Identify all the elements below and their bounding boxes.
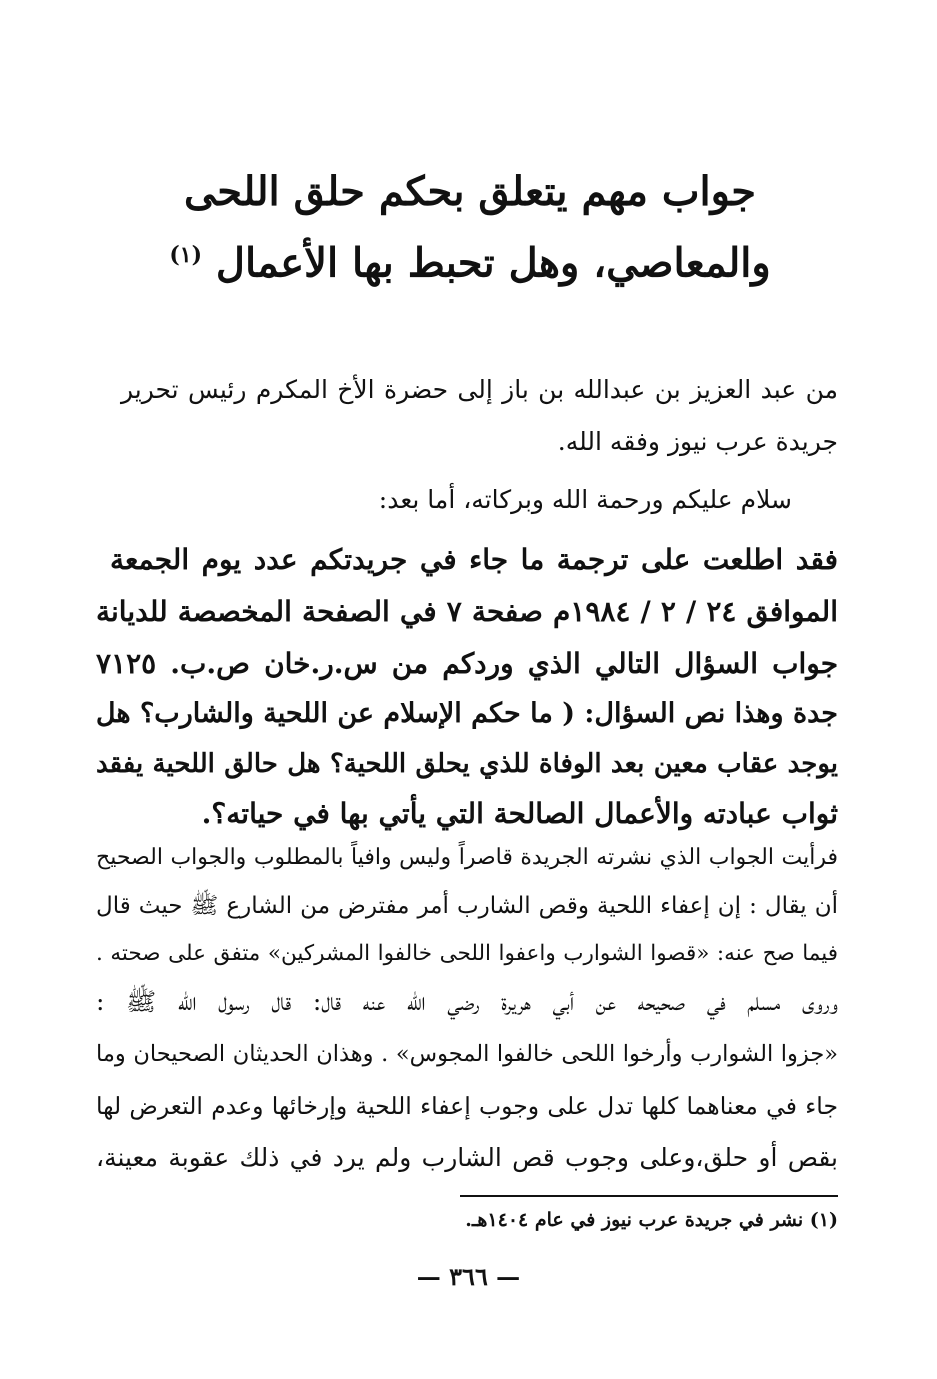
footnote-reference: (١) — [169, 242, 202, 268]
page-title-line-1: جواب مهم يتعلق بحكم حلق اللحى — [183, 168, 757, 215]
footnote: (١) نشر في جريدة عرب نيوز في عام ١٤٠٤هـ. — [465, 1209, 838, 1231]
page-title-line-2-text: والمعاصي، وهل تحبط بها الأعمال — [215, 239, 771, 287]
page-title-line-2 — [150, 228, 790, 290]
intro-line: جريدة عرب نيوز وفقه الله. — [557, 427, 838, 456]
answer-line: «جزوا الشوارب وأرخوا اللحى خالفوا المجوس» . وهذان الحديثان الصحيحان وما — [96, 1041, 838, 1067]
question-line: الموافق ٢٤ / ٢ / ١٩٨٤م صفحة ٧ في الصفحة المخصصة للديانة — [96, 595, 838, 628]
footnote-divider — [460, 1195, 838, 1197]
question-line: جدة وهذا نص السؤال: ( ما حكم الإسلام عن اللحية والشارب؟ هل — [95, 698, 838, 729]
question-line: ثواب عبادته والأعمال الصالحة التي يأتي بها في حياته؟. — [201, 797, 838, 830]
answer-line: فرأيت الجواب الذي نشرته الجريدة قاصراً وليس وافياً بالمطلوب والجواب الصحيح — [96, 845, 838, 870]
greeting-line: سلام عليكم ورحمة الله وبركاته، أما بعد: — [378, 485, 792, 514]
answer-line: جاء في معناهما كلها تدل على وجوب إعفاء اللحية وإرخائها وعدم التعرض لها — [96, 1092, 838, 1120]
intro-line: من عبد العزيز بن عبدالله بن باز إلى حضرة الأخ المكرم رئيس تحرير — [121, 375, 838, 404]
question-line: جواب السؤال التالي الذي وردكم من س.ر.خان ص.ب. ٧١٢٥ — [96, 647, 838, 680]
answer-line: بقص أو حلق،وعلى وجوب قص الشارب ولم يرد في ذلك عقوبة معينة، — [96, 1143, 838, 1172]
question-line: يوجد عقاب معين بعد الوفاة للذي يحلق اللحية؟ هل حالق اللحية يفقد — [96, 749, 838, 779]
answer-line: وروى مسلم في صحيحه عن أبي هريرة رضي الله عنه قال: قال رسول الله ﷺ : — [96, 987, 838, 1016]
answer-line: فيما صح عنه: «قصوا الشوارب واعفوا اللحى خالفوا المشركين» متفق على صحته . — [96, 941, 838, 966]
question-line: فقد اطلعت على ترجمة ما جاء في جريدتكم عدد يوم الجمعة — [110, 543, 838, 576]
answer-line: أن يقال : إن إعفاء اللحية وقص الشارب أمر مفترض من الشارع ﷺ حيث قال — [96, 893, 838, 919]
page-number: — ٣٦٦ — — [416, 1262, 521, 1291]
